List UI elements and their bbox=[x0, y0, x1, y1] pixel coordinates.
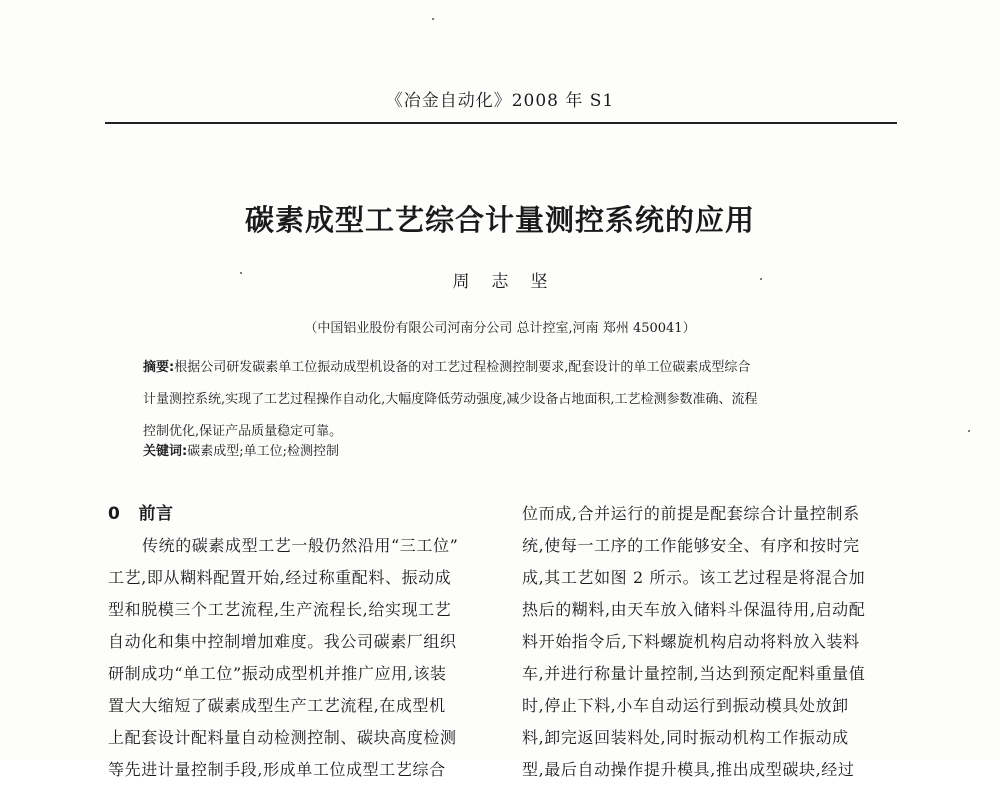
body-line: 自动化和集中控制增加难度。我公司碳素厂组织 bbox=[108, 632, 457, 651]
body-line: 工艺,即从糊料配置开始,经过称重配料、振动成 bbox=[108, 568, 452, 587]
body-line: 热后的糊料,由天车放入储料斗保温待用,启动配 bbox=[522, 600, 866, 619]
body-line: 成,其工艺如图 2 所示。该工艺过程是将混合加 bbox=[522, 568, 866, 587]
left-column bbox=[108, 498, 493, 786]
paper-title: 碳素成型工艺综合计量测控系统的应用 bbox=[244, 203, 755, 237]
body-line: 型,最后自动操作提升模具,推出成型碳块,经过 bbox=[522, 760, 855, 779]
body-line: 料开始指令后,下料螺旋机构启动将料放入装料 bbox=[522, 632, 860, 651]
keywords-text: 碳素成型;单工位;检测控制 bbox=[187, 444, 339, 459]
body-line: 位而成,合并运行的前提是配套综合计量控制系 bbox=[522, 504, 860, 523]
header-rule bbox=[105, 122, 897, 124]
author-affiliation: （中国铝业股份有限公司河南分公司 总计控室,河南 郑州 450041） bbox=[304, 321, 696, 336]
body-line: 统,使每一工序的工作能够安全、有序和按时完 bbox=[522, 536, 860, 555]
body-line: 置大大缩短了碳素成型生产工艺流程,在成型机 bbox=[108, 696, 446, 715]
body-line: 传统的碳素成型工艺一般仍然沿用“三工位” bbox=[142, 536, 459, 555]
body-line: 料,卸完返回装料处,同时振动机构工作振动成 bbox=[522, 728, 849, 747]
abstract-line: 控制优化,保证产品质量稳定可靠。 bbox=[143, 424, 343, 439]
body-line: 车,并进行称量计量控制,当达到预定配料重量值 bbox=[522, 664, 866, 683]
journal-header: 《冶金自动化》2008 年 S1 bbox=[385, 91, 615, 111]
body-line: 上配套设计配料量自动检测控制、碳块高度检测 bbox=[108, 728, 457, 747]
body-line: 时,停止下料,小车自动运行到振动模具处放卸 bbox=[522, 696, 849, 715]
abstract-line bbox=[143, 356, 868, 388]
keywords-label: 关键词: bbox=[143, 444, 188, 459]
abstract-text: 根据公司研发碳素单工位振动成型机设备的对工艺过程检测控制要求,配套设计的单工位碳素成型综合 bbox=[174, 360, 751, 375]
scan-speck bbox=[432, 18, 434, 20]
author-name: 周志坚 bbox=[452, 272, 570, 292]
abstract bbox=[143, 356, 868, 452]
section-heading bbox=[108, 498, 493, 530]
body-line: 型和脱模三个工艺流程,生产流程长,给实现工艺 bbox=[108, 600, 452, 619]
body-line: 等先进计量控制手段,形成单工位成型工艺综合 bbox=[108, 760, 446, 779]
abstract-label: 摘要: bbox=[143, 360, 175, 375]
scan-speck bbox=[760, 278, 762, 280]
body-line: 研制成功“单工位”振动成型机并推广应用,该装 bbox=[108, 664, 447, 683]
keywords bbox=[143, 440, 868, 459]
section-number: 0 bbox=[108, 504, 121, 524]
scan-speck bbox=[968, 430, 970, 432]
right-column bbox=[522, 498, 907, 786]
scan-speck bbox=[240, 272, 242, 274]
abstract-line: 计量测控系统,实现了工艺过程操作自动化,大幅度降低劳动强度,减少设备占地面积,工艺检测参数准确、流程 bbox=[143, 392, 758, 407]
section-title: 前言 bbox=[138, 504, 174, 524]
